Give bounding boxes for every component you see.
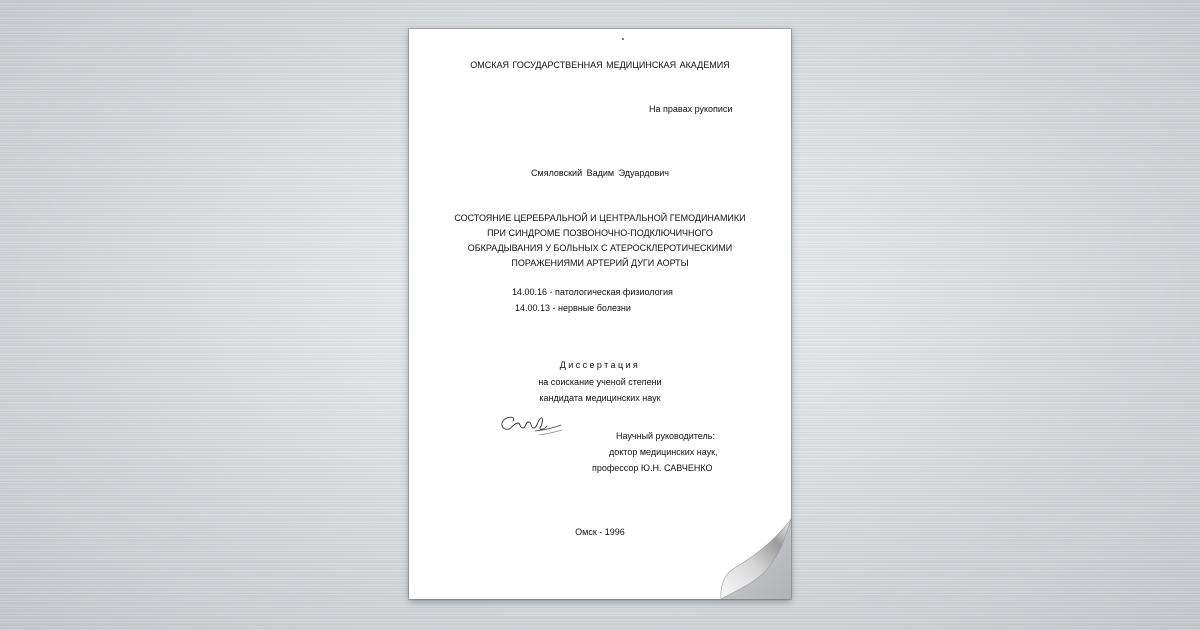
title-line: ОБКРАДЫВАНИЯ У БОЛЬНЫХ С АТЕРОСКЛЕРОТИЧЕСКИМИ [467, 243, 733, 253]
specialty-code-2: 14.00.13 - нервные болезни [515, 303, 631, 313]
supervisor-heading: Научный руководитель: [616, 431, 715, 441]
place-and-year: Омск - 1996 [575, 527, 625, 537]
work-type: Диссертация [559, 360, 641, 370]
supervisor-name: профессор Ю.Н. САВЧЕНКО [592, 463, 713, 473]
degree-line-2: кандидата медицинских наук [539, 393, 661, 403]
title-line: ПОРАЖЕНИЯМИ АРТЕРИЙ ДУГИ АОРТЫ [511, 258, 689, 268]
supervisor-degree: доктор медицинских наук, [609, 447, 718, 457]
rights-note: На правах рукописи [649, 104, 733, 114]
page-curl [691, 489, 791, 599]
dissertation-title [409, 211, 791, 271]
title-line: СОСТОЯНИЕ ЦЕРЕБРАЛЬНОЙ И ЦЕНТРАЛЬНОЙ ГЕМОДИНАМИКИ [454, 213, 746, 223]
scan-speck [622, 38, 624, 40]
title-line: ПРИ СИНДРОМЕ ПОЗВОНОЧНО-ПОДКЛЮЧИЧНОГО [487, 228, 713, 238]
specialty-code-1: 14.00.16 - патологическая физиология [512, 287, 673, 297]
author-name: Смяловский Вадим Эдуардович [531, 168, 669, 178]
institution-name: ОМСКАЯ ГОСУДАРСТВЕННАЯ МЕДИЦИНСКАЯ АКАДЕМИЯ [470, 60, 730, 70]
degree-line-1: на соискание ученой степени [538, 377, 662, 387]
document-page [409, 29, 791, 599]
handwritten-signature [495, 409, 565, 439]
